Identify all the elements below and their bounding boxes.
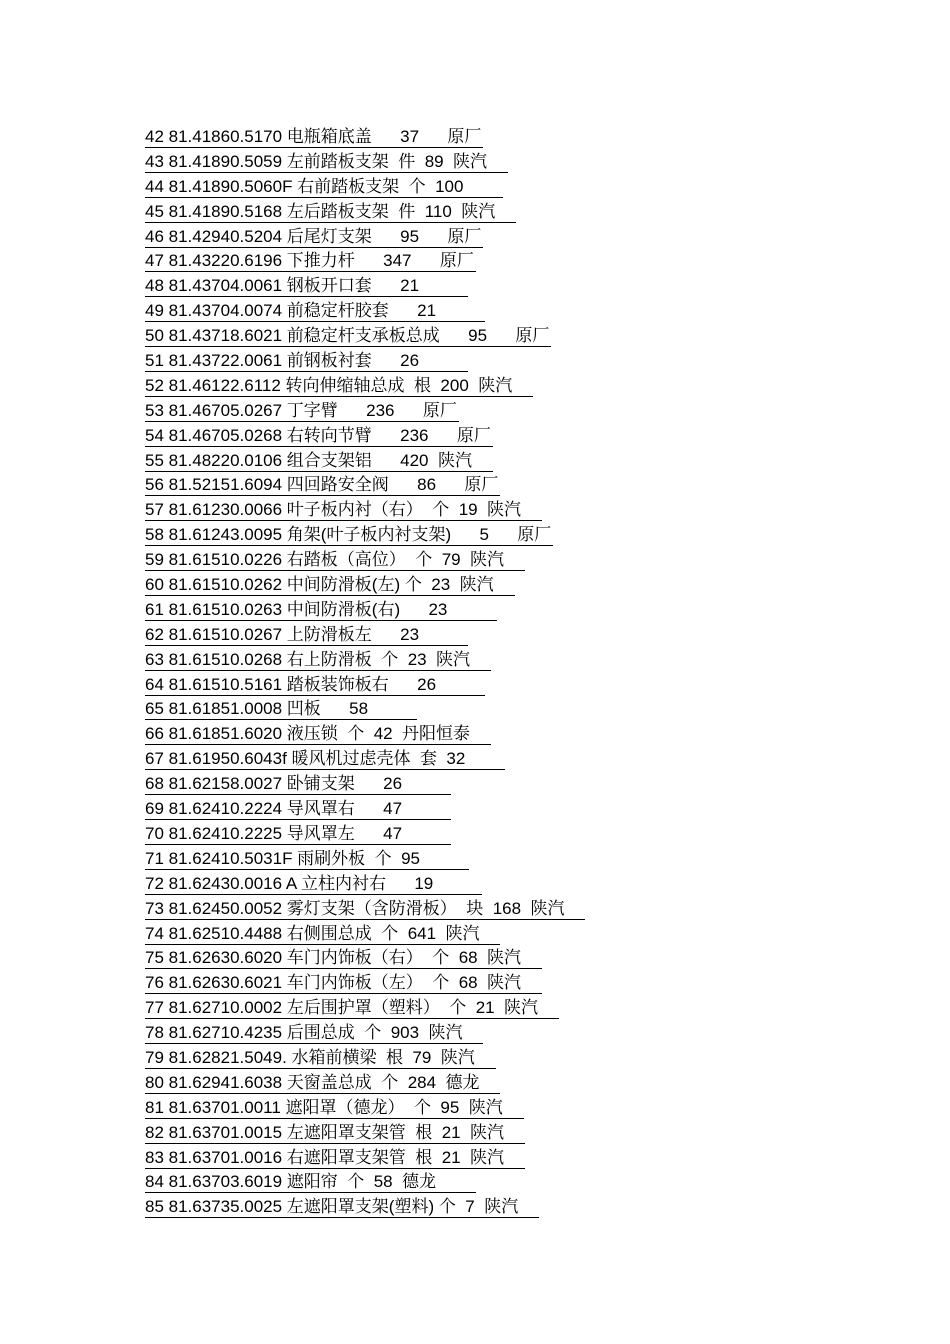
list-item	[145, 125, 905, 150]
list-item	[145, 523, 905, 548]
list-item-text: 66 81.61851.6020 液压锁 个 42 丹阳恒泰	[145, 724, 489, 744]
list-item-text: 46 81.42940.5204 后尾灯支架 95 原厂	[145, 226, 482, 246]
list-item-text: 83 81.63701.0016 右遮阳罩支架管 根 21 陕汽	[145, 1147, 523, 1167]
list-item	[145, 1096, 905, 1121]
list-item-text: 63 81.61510.0268 右上防滑板 个 23 陕汽	[145, 649, 489, 669]
list-item-text: 43 81.41890.5059 左前踏板支架 件 89 陕汽	[145, 151, 506, 171]
list-item	[145, 772, 905, 797]
list-item-text: 55 81.48220.0106 组合支架铝 420 陕汽	[145, 450, 491, 470]
list-item	[145, 1046, 905, 1071]
list-item	[145, 897, 905, 922]
list-item	[145, 175, 905, 200]
list-item	[145, 449, 905, 474]
list-item	[145, 1170, 905, 1195]
list-item	[145, 424, 905, 449]
list-item-text: 75 81.62630.6020 车门内饰板（右） 个 68 陕汽	[145, 948, 540, 968]
list-item-text: 67 81.61950.6043f 暖风机过虑壳体 套 32	[145, 749, 504, 769]
list-item	[145, 946, 905, 971]
list-item-text: 44 81.41890.5060F 右前踏板支架 个 100	[145, 176, 502, 196]
list-item	[145, 598, 905, 623]
list-item	[145, 648, 905, 673]
list-item-text: 59 81.61510.0226 右踏板（高位） 个 79 陕汽	[145, 550, 523, 570]
list-item	[145, 573, 905, 598]
list-item-text: 47 81.43220.6196 下推力杆 347 原厂	[145, 251, 474, 271]
list-item	[145, 922, 905, 947]
list-item-text: 84 81.63703.6019 遮阳帘 个 58 德龙	[145, 1172, 474, 1192]
list-item	[145, 150, 905, 175]
list-item	[145, 349, 905, 374]
list-item-text: 56 81.52151.6094 四回路安全阀 86 原厂	[145, 475, 499, 495]
list-item	[145, 274, 905, 299]
list-item-text: 69 81.62410.2224 导风罩右 47	[145, 799, 450, 819]
list-item	[145, 1121, 905, 1146]
list-item-text: 50 81.43718.6021 前稳定杆支承板总成 95 原厂	[145, 326, 550, 346]
list-item-text: 64 81.61510.5161 踏板装饰板右 26	[145, 674, 484, 694]
list-item-text: 81 81.63701.0011 遮阳罩（德龙） 个 95 陕汽	[145, 1097, 522, 1117]
list-item-text: 58 81.61243.0095 角架(叶子板内衬支架) 5 原厂	[145, 525, 552, 545]
list-item	[145, 673, 905, 698]
list-item-text: 49 81.43704.0074 前稳定杆胶套 21	[145, 301, 484, 321]
list-item-text: 53 81.46705.0267 丁字臂 236 原厂	[145, 400, 457, 420]
list-item	[145, 722, 905, 747]
list-item-text: 42 81.41860.5170 电瓶箱底盖 37 原厂	[145, 127, 482, 146]
list-item	[145, 399, 905, 424]
list-item-text: 57 81.61230.0066 叶子板内衬（右） 个 19 陕汽	[145, 500, 540, 520]
list-item	[145, 249, 905, 274]
list-item	[145, 225, 905, 250]
parts-list	[145, 125, 905, 1220]
list-item	[145, 473, 905, 498]
list-item-text: 74 81.62510.4488 右侧围总成 个 641 陕汽	[145, 923, 499, 943]
list-item-text: 71 81.62410.5031F 雨刷外板 个 95	[145, 848, 468, 868]
list-item	[145, 747, 905, 772]
list-item	[145, 548, 905, 573]
list-item	[145, 822, 905, 847]
list-item-text: 73 81.62450.0052 雾灯支架（含防滑板） 块 168 陕汽	[145, 898, 584, 918]
list-item	[145, 299, 905, 324]
list-item-text: 72 81.62430.0016 A 立柱内衬右 19	[145, 873, 481, 893]
list-item-text: 77 81.62710.0002 左后围护罩（塑料） 个 21 陕汽	[145, 998, 557, 1018]
list-item-text: 45 81.41890.5168 左后踏板支架 件 110 陕汽	[145, 201, 515, 221]
list-item	[145, 623, 905, 648]
list-item	[145, 200, 905, 225]
list-item	[145, 971, 905, 996]
list-item	[145, 498, 905, 523]
list-item-text: 78 81.62710.4235 后围总成 个 903 陕汽	[145, 1023, 482, 1043]
list-item	[145, 1195, 905, 1220]
list-item-text: 60 81.61510.0262 中间防滑板(左) 个 23 陕汽	[145, 575, 513, 595]
list-item	[145, 872, 905, 897]
list-item-text: 54 81.46705.0268 右转向节臂 236 原厂	[145, 425, 491, 445]
list-item-text: 51 81.43722.0061 前钢板衬套 26	[145, 351, 467, 371]
list-item-text: 65 81.61851.0008 凹板 58	[145, 699, 416, 719]
list-item-text: 82 81.63701.0015 左遮阳罩支架管 根 21 陕汽	[145, 1122, 523, 1142]
list-item-text: 48 81.43704.0061 钢板开口套 21	[145, 276, 467, 296]
list-item	[145, 374, 905, 399]
list-item	[145, 324, 905, 349]
list-item-text: 79 81.62821.5049. 水箱前横梁 根 79 陕汽	[145, 1047, 494, 1067]
list-item-text: 52 81.46122.6112 转向伸缩轴总成 根 200 陕汽	[145, 375, 532, 395]
list-item-text: 61 81.61510.0263 中间防滑板(右) 23	[145, 599, 495, 619]
list-item-text: 76 81.62630.6021 车门内饰板（左） 个 68 陕汽	[145, 973, 540, 993]
list-item-text: 62 81.61510.0267 上防滑板左 23	[145, 624, 467, 644]
list-item-text: 70 81.62410.2225 导风罩左 47	[145, 823, 450, 843]
list-item	[145, 1146, 905, 1171]
list-item	[145, 996, 905, 1021]
list-item-text: 68 81.62158.0027 卧铺支架 26	[145, 774, 450, 794]
list-item-text: 85 81.63735.0025 左遮阳罩支架(塑料) 个 7 陕汽	[145, 1197, 538, 1217]
list-item	[145, 847, 905, 872]
list-item	[145, 1071, 905, 1096]
list-item	[145, 797, 905, 822]
list-item	[145, 1021, 905, 1046]
list-item	[145, 697, 905, 722]
list-item-text: 80 81.62941.6038 天窗盖总成 个 284 德龙	[145, 1072, 499, 1092]
